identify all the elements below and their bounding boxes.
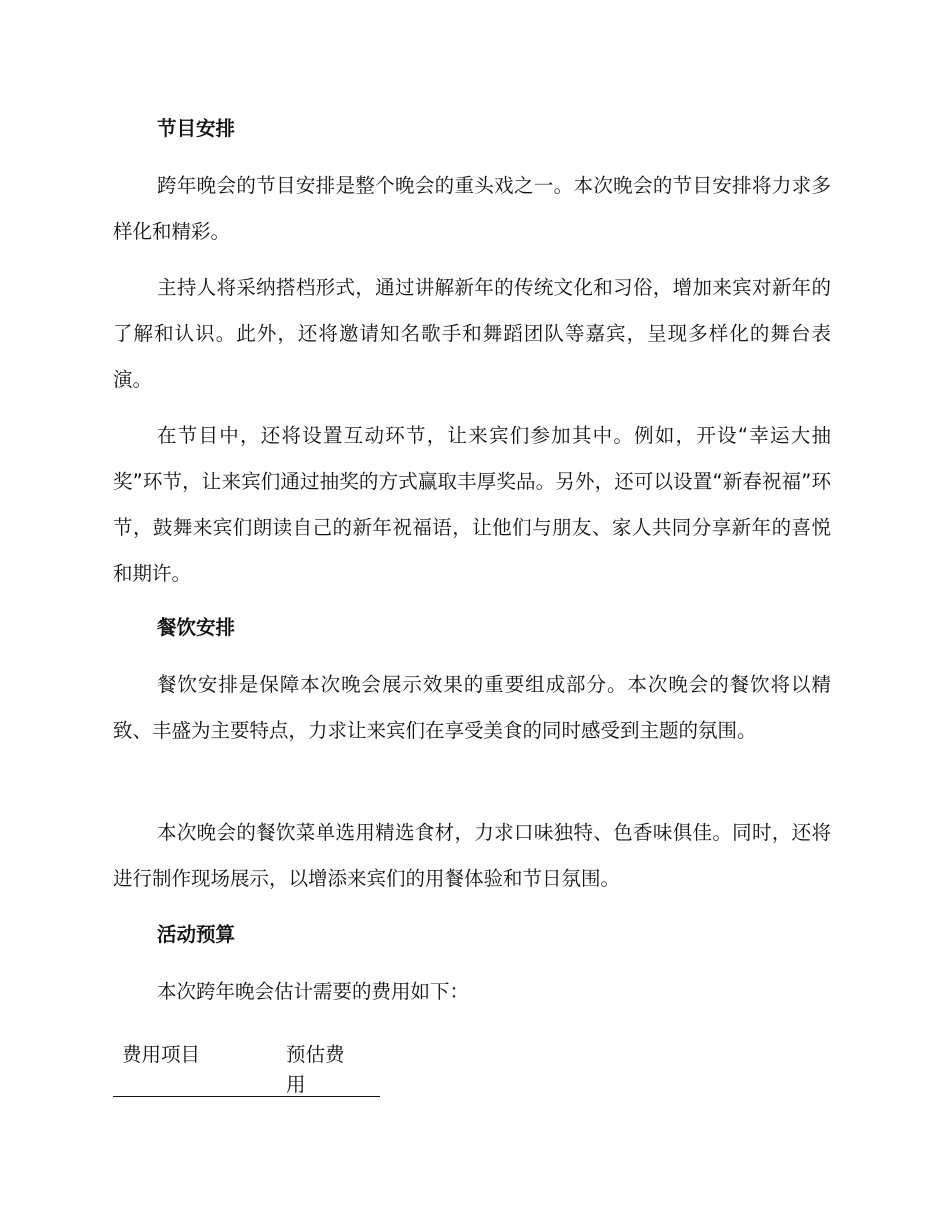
section-heading-catering: 餐饮安排 [157,616,236,639]
program-paragraph-3: 在节目中，还将设置互动环节，让来宾们参加其中。例如，开设“幸运大抽奖”环节，让来宾们通过抽奖的方式赢取丰厚奖品。另外，还可以设置“新春祝福”环节，鼓舞来宾们朗读自己的新年祝福语，让他们与朋友、家人共同分享新年的喜悦和期许。 [113,424,831,585]
section-heading-budget: 活动预算 [157,923,236,946]
budget-paragraph-1: 本次跨年晚会估计需要的费用如下： [157,980,470,1003]
catering-paragraph-2: 本次晚会的餐饮菜单选用精选食材，力求口味独特、色香味俱佳。同时，还将进行制作现场展示，以增添来宾们的用餐体验和节日氛围。 [113,821,831,890]
budget-table-header [113,1040,380,1097]
program-paragraph-1: 跨年晚会的节目安排是整个晚会的重头戏之一。本次晚会的节目安排将力求多样化和精彩。 [113,174,831,243]
table-header-estimated-cost: 预估费用 [286,1043,345,1096]
section-heading-program: 节目安排 [157,117,236,140]
catering-paragraph-1: 餐饮安排是保障本次晚会展示效果的重要组成部分。本次晚会的餐饮将以精致、丰盛为主要特点，力求让来宾们在享受美食的同时感受到主题的氛围。 [113,673,831,742]
program-paragraph-2: 主持人将采纳搭档形式，通过讲解新年的传统文化和习俗，增加来宾对新年的了解和认识。此外，还将邀请知名歌手和舞蹈团队等嘉宾，呈现多样化的舞台表演。 [113,276,831,391]
table-header-cost-item: 费用项目 [122,1043,201,1066]
